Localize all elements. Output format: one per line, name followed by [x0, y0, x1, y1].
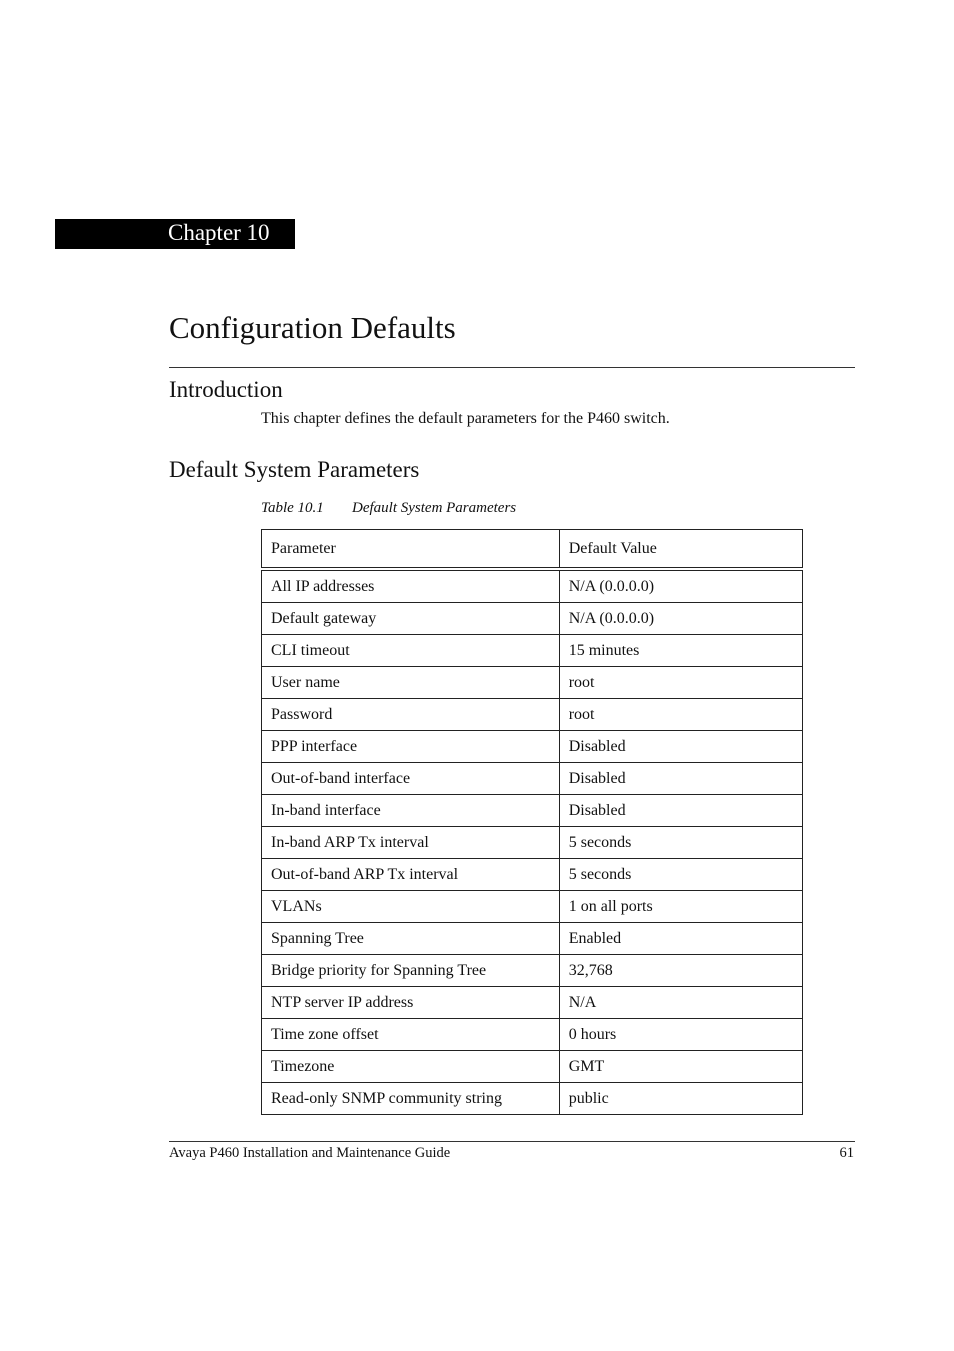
table-row [262, 635, 803, 667]
table-row [262, 699, 803, 731]
table-row [262, 955, 803, 987]
table-row [262, 763, 803, 795]
chapter-banner [55, 219, 295, 249]
footer-title: Avaya P460 Installation and Maintenance Guide [169, 1145, 451, 1161]
table-row [262, 795, 803, 827]
parameter-cell: Spanning Tree [262, 923, 560, 955]
default-value-cell: 15 minutes [559, 635, 802, 667]
column-header-default-value: Default Value [559, 530, 802, 570]
default-value-cell: 0 hours [559, 1019, 802, 1051]
default-value-cell: Disabled [559, 731, 802, 763]
table-row [262, 667, 803, 699]
parameter-cell: Out-of-band interface [262, 763, 560, 795]
default-value-cell: 1 on all ports [559, 891, 802, 923]
parameter-cell: PPP interface [262, 731, 560, 763]
parameter-cell: In-band ARP Tx interval [262, 827, 560, 859]
parameter-cell: NTP server IP address [262, 987, 560, 1019]
parameter-cell: Out-of-band ARP Tx interval [262, 859, 560, 891]
default-value-cell: 5 seconds [559, 859, 802, 891]
parameter-cell: Password [262, 699, 560, 731]
parameter-cell: Timezone [262, 1051, 560, 1083]
parameter-cell: Default gateway [262, 603, 560, 635]
parameter-cell: All IP addresses [262, 569, 560, 603]
default-value-cell: Enabled [559, 923, 802, 955]
parameter-cell: In-band interface [262, 795, 560, 827]
parameter-cell: Time zone offset [262, 1019, 560, 1051]
default-value-cell: public [559, 1083, 802, 1115]
table-caption [261, 498, 516, 518]
column-header-parameter: Parameter [262, 530, 560, 570]
table-header-row [262, 530, 803, 570]
default-value-cell: root [559, 667, 802, 699]
table-row [262, 891, 803, 923]
default-parameters-table [261, 529, 803, 1115]
parameter-cell: Read-only SNMP community string [262, 1083, 560, 1115]
default-parameters-heading: Default System Parameters [169, 457, 420, 482]
table-row [262, 987, 803, 1019]
table-row [262, 569, 803, 603]
table-caption-title: Default System Parameters [352, 500, 517, 516]
table-row [262, 731, 803, 763]
title-divider [169, 367, 855, 368]
table-row [262, 603, 803, 635]
table-row [262, 923, 803, 955]
page-number: 61 [839, 1145, 854, 1161]
table-body [262, 569, 803, 1115]
table-row [262, 827, 803, 859]
parameter-cell: User name [262, 667, 560, 699]
introduction-heading: Introduction [169, 377, 283, 402]
table-row [262, 859, 803, 891]
default-value-cell: N/A (0.0.0.0) [559, 569, 802, 603]
footer-divider [169, 1141, 855, 1142]
table-caption-number: Table 10.1 [261, 500, 324, 516]
default-value-cell: N/A (0.0.0.0) [559, 603, 802, 635]
table-row [262, 1083, 803, 1115]
default-value-cell: 5 seconds [559, 827, 802, 859]
parameter-cell: Bridge priority for Spanning Tree [262, 955, 560, 987]
table-row [262, 1019, 803, 1051]
default-value-cell: N/A [559, 987, 802, 1019]
default-value-cell: 32,768 [559, 955, 802, 987]
introduction-paragraph: This chapter defines the default parameters for the P460 switch. [261, 410, 670, 427]
default-value-cell: root [559, 699, 802, 731]
default-value-cell: GMT [559, 1051, 802, 1083]
page-title: Configuration Defaults [169, 310, 456, 345]
chapter-label: Chapter 10 [168, 220, 270, 245]
parameter-cell: CLI timeout [262, 635, 560, 667]
parameter-cell: VLANs [262, 891, 560, 923]
table-row [262, 1051, 803, 1083]
default-value-cell: Disabled [559, 763, 802, 795]
default-value-cell: Disabled [559, 795, 802, 827]
